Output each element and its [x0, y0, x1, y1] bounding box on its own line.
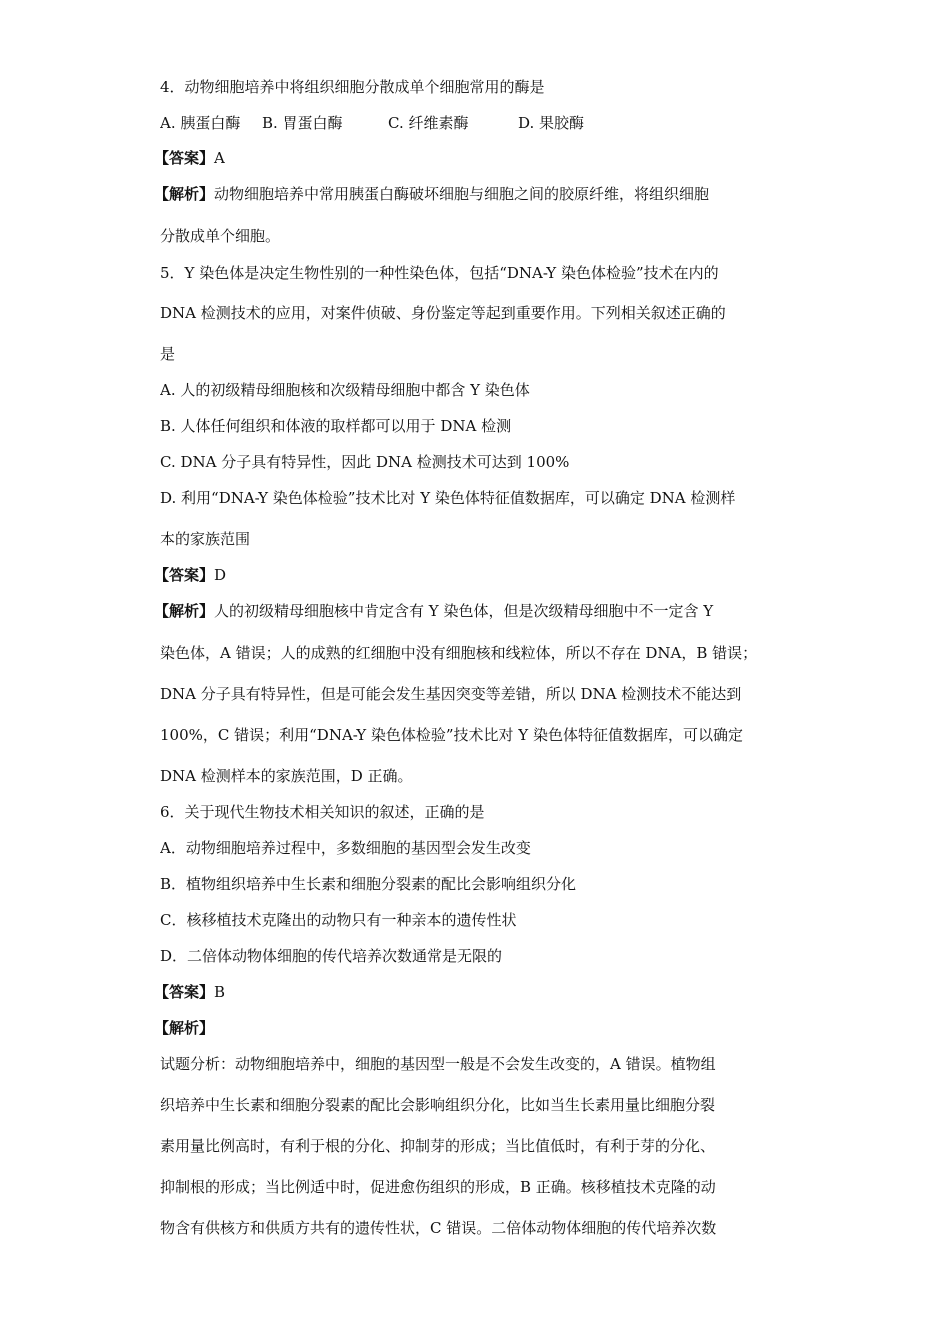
analysis-tag: 【解析】 — [154, 602, 215, 620]
analysis-text: 动物细胞培养中常用胰蛋白酶破坏细胞与细胞之间的胶原纤维，将组织细胞 — [214, 185, 710, 203]
question-5-stem-line-1: 5．Y 染色体是决定生物性别的一种性染色体，包括“DNA-Y 染色体检验”技术在内的 — [160, 264, 719, 282]
question-6-analysis-heading — [154, 1018, 794, 1038]
question-5-analysis-line-3: DNA 分子具有特异性，但是可能会发生基因突变等差错，所以 DNA 检测技术不能达到 — [160, 685, 742, 703]
question-6-analysis-line-4: 抑制根的形成；当比例适中时，促进愈伤组织的形成，B 正确。核移植技术克隆的动 — [160, 1178, 716, 1196]
question-5-stem-line-3: 是 — [160, 345, 176, 363]
question-4-stem: 4．动物细胞培养中将组织细胞分散成单个细胞常用的酶是 — [160, 78, 545, 96]
analysis-text: 人的初级精母细胞核中肯定含有 Y 染色体，但是次级精母细胞中不一定含 Y — [214, 602, 714, 620]
answer-tag: 【答案】 — [154, 566, 215, 584]
question-5-option-b: B. 人体任何组织和体液的取样都可以用于 DNA 检测 — [160, 417, 512, 435]
question-4-options — [160, 113, 800, 133]
answer-tag: 【答案】 — [154, 149, 215, 167]
question-6-analysis-line-1: 试题分析：动物细胞培养中，细胞的基因型一般是不会发生改变的，A 错误。植物组 — [160, 1055, 716, 1073]
answer-value: B — [214, 983, 226, 1001]
question-4-option-b: B. 胃蛋白酶 — [262, 114, 343, 132]
question-5-analysis-line-4: 100%，C 错误；利用“DNA-Y 染色体检验”技术比对 Y 染色体特征值数据库，可以确定 — [160, 726, 743, 744]
question-5-analysis-line-2: 染色体，A 错误；人的成熟的红细胞中没有细胞核和线粒体，所以不存在 DNA，B 错误； — [160, 644, 758, 662]
question-4-option-d: D. 果胶酶 — [518, 114, 585, 132]
question-5-analysis-line-5: DNA 检测样本的家族范围，D 正确。 — [160, 767, 413, 785]
question-5-option-d-line-1: D. 利用“DNA-Y 染色体检验”技术比对 Y 染色体特征值数据库，可以确定 DNA 检测样 — [160, 489, 736, 507]
question-5-analysis-line-1 — [154, 601, 794, 621]
question-6-analysis-line-2: 织培养中生长素和细胞分裂素的配比会影响组织分化，比如当生长素用量比细胞分裂 — [160, 1096, 716, 1114]
question-5-option-c: C. DNA 分子具有特异性，因此 DNA 检测技术可达到 100% — [160, 453, 570, 471]
question-4-answer — [154, 148, 794, 168]
answer-value: A — [214, 149, 225, 167]
question-6-analysis-line-5: 物含有供核方和供质方共有的遗传性状，C 错误。二倍体动物体细胞的传代培养次数 — [160, 1219, 717, 1237]
question-6-analysis-line-3: 素用量比例高时，有利于根的分化、抑制芽的形成；当比值低时，有利于芽的分化、 — [160, 1137, 716, 1155]
question-6-option-a: A．动物细胞培养过程中，多数细胞的基因型会发生改变 — [160, 839, 531, 857]
question-4-option-c: C. 纤维素酶 — [388, 114, 469, 132]
question-4-option-a: A. 胰蛋白酶 — [160, 114, 241, 132]
question-6-option-d: D．二倍体动物体细胞的传代培养次数通常是无限的 — [160, 947, 503, 965]
answer-tag: 【答案】 — [154, 983, 215, 1001]
question-5-option-d-line-2: 本的家族范围 — [160, 530, 251, 548]
question-6-stem: 6．关于现代生物技术相关知识的叙述，正确的是 — [160, 803, 485, 821]
analysis-tag: 【解析】 — [154, 1019, 215, 1037]
question-6-answer — [154, 982, 794, 1002]
answer-value: D — [214, 566, 227, 584]
question-5-stem-line-2: DNA 检测技术的应用，对案件侦破、身份鉴定等起到重要作用。下列相关叙述正确的 — [160, 304, 726, 322]
question-5-option-a: A. 人的初级精母细胞核和次级精母细胞中都含 Y 染色体 — [160, 381, 530, 399]
question-6-option-c: C．核移植技术克隆出的动物只有一种亲本的遗传性状 — [160, 911, 517, 929]
question-5-answer — [154, 565, 794, 585]
question-4-analysis-line-1 — [154, 184, 794, 204]
question-4-analysis-line-2: 分散成单个细胞。 — [160, 227, 281, 245]
analysis-tag: 【解析】 — [154, 185, 215, 203]
question-6-option-b: B．植物组织培养中生长素和细胞分裂素的配比会影响组织分化 — [160, 875, 577, 893]
